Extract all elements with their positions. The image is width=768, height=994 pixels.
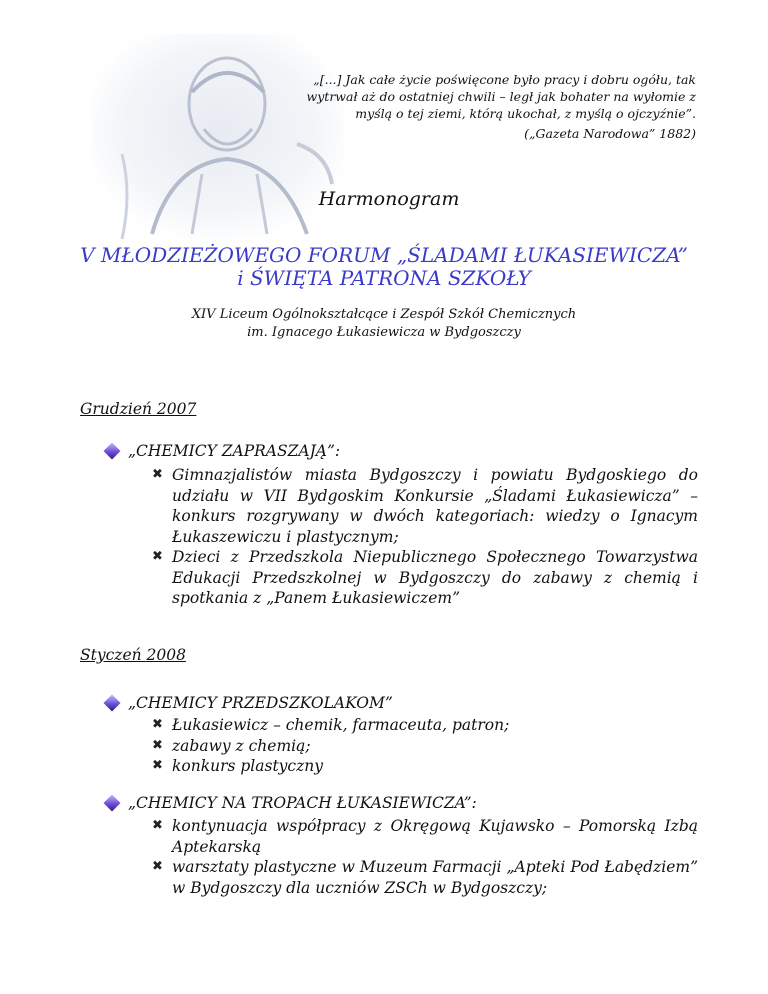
cross-bullet-icon: ✖ — [152, 737, 163, 753]
event-title: „CHEMICY PRZEDSZKOLAKOM” — [128, 694, 393, 712]
list-item: ✖ konkurs plastyczny — [152, 757, 324, 775]
list-item: ✖ Gimnazjalistów miasta Bydgoszczy i powiatu Bydgoskiego do udziału w VII Bydgoskim Konkursie „Śladami Łukasiewicza” – konkurs rozgrywany w dwóch kategoriach: wiedzy o Ignacym Łukaszewiczu i plastycznym; — [152, 466, 698, 546]
month-heading: Grudzień 2007 — [80, 400, 197, 418]
forum-title-line: V MŁODZIEŻOWEGO FORUM „ŚLADAMI ŁUKASIEWICZA” — [80, 243, 688, 267]
cross-bullet-icon: ✖ — [152, 549, 163, 564]
cross-bullet-icon: ✖ — [152, 859, 163, 874]
quote-block — [300, 71, 696, 122]
school-name — [0, 306, 768, 342]
cross-bullet-icon: ✖ — [152, 818, 163, 833]
list-item: ✖ zabawy z chemią; — [152, 736, 311, 755]
quote-source: („Gazeta Narodowa” 1882) — [524, 126, 696, 141]
event-title: „CHEMICY ZAPRASZAJĄ”: — [128, 442, 341, 460]
forum-title-line: i ŚWIĘTA PATRONA SZKOŁY — [237, 266, 531, 290]
event-title: „CHEMICY NA TROPACH ŁUKASIEWICZA”: — [128, 794, 477, 812]
event-heading — [106, 794, 706, 812]
quote-line: wytrwał aż do ostatniej chwili – legł jak bohater na wyłomie z — [306, 89, 696, 104]
forum-title — [0, 244, 768, 290]
school-name-line: im. Ignacego Łukasiewicza w Bydgoszczy — [247, 325, 521, 340]
document-title: Harmonogram — [318, 188, 460, 210]
diamond-bullet-icon — [104, 695, 121, 712]
list-item: ✖ Dzieci z Przedszkola Niepublicznego Społecznego Towarzystwa Edukacji Przedszkolnej w Bydgoszczy do zabawy z chemią i spotkania z „Panem Łukasiewiczem” — [152, 548, 698, 607]
event-item-list — [152, 715, 698, 777]
cross-bullet-icon: ✖ — [152, 467, 163, 482]
portrait-watermark — [92, 34, 344, 246]
cross-bullet-icon: ✖ — [152, 717, 163, 732]
list-item: ✖ Łukasiewicz – chemik, farmaceuta, patron; — [152, 716, 510, 734]
school-name-line: XIV Liceum Ogólnokształcące i Zespół Szkół Chemicznych — [191, 307, 577, 322]
cross-bullet-icon: ✖ — [152, 758, 163, 773]
event-heading — [106, 694, 706, 712]
event-heading — [106, 442, 706, 460]
quote-line: „[...] Jak całe życie poświęcone było pracy i dobru ogółu, tak — [313, 72, 696, 87]
diamond-bullet-icon — [104, 795, 121, 812]
event-item-list — [152, 465, 698, 609]
list-item: ✖ kontynuacja współpracy z Okręgową Kujawsko – Pomorską Izbą Aptekarską — [152, 817, 698, 856]
month-heading: Styczeń 2008 — [80, 646, 186, 664]
event-item-list — [152, 816, 698, 898]
diamond-bullet-icon — [104, 443, 121, 460]
list-item: ✖ warsztaty plastyczne w Muzeum Farmacji „Apteki Pod Łabędziem” w Bydgoszczy dla uczniów ZSCh w Bydgoszczy; — [152, 858, 698, 897]
quote-line: myślą o tej ziemi, którą ukochał, z myślą o ojczyźnie”. — [355, 106, 696, 121]
